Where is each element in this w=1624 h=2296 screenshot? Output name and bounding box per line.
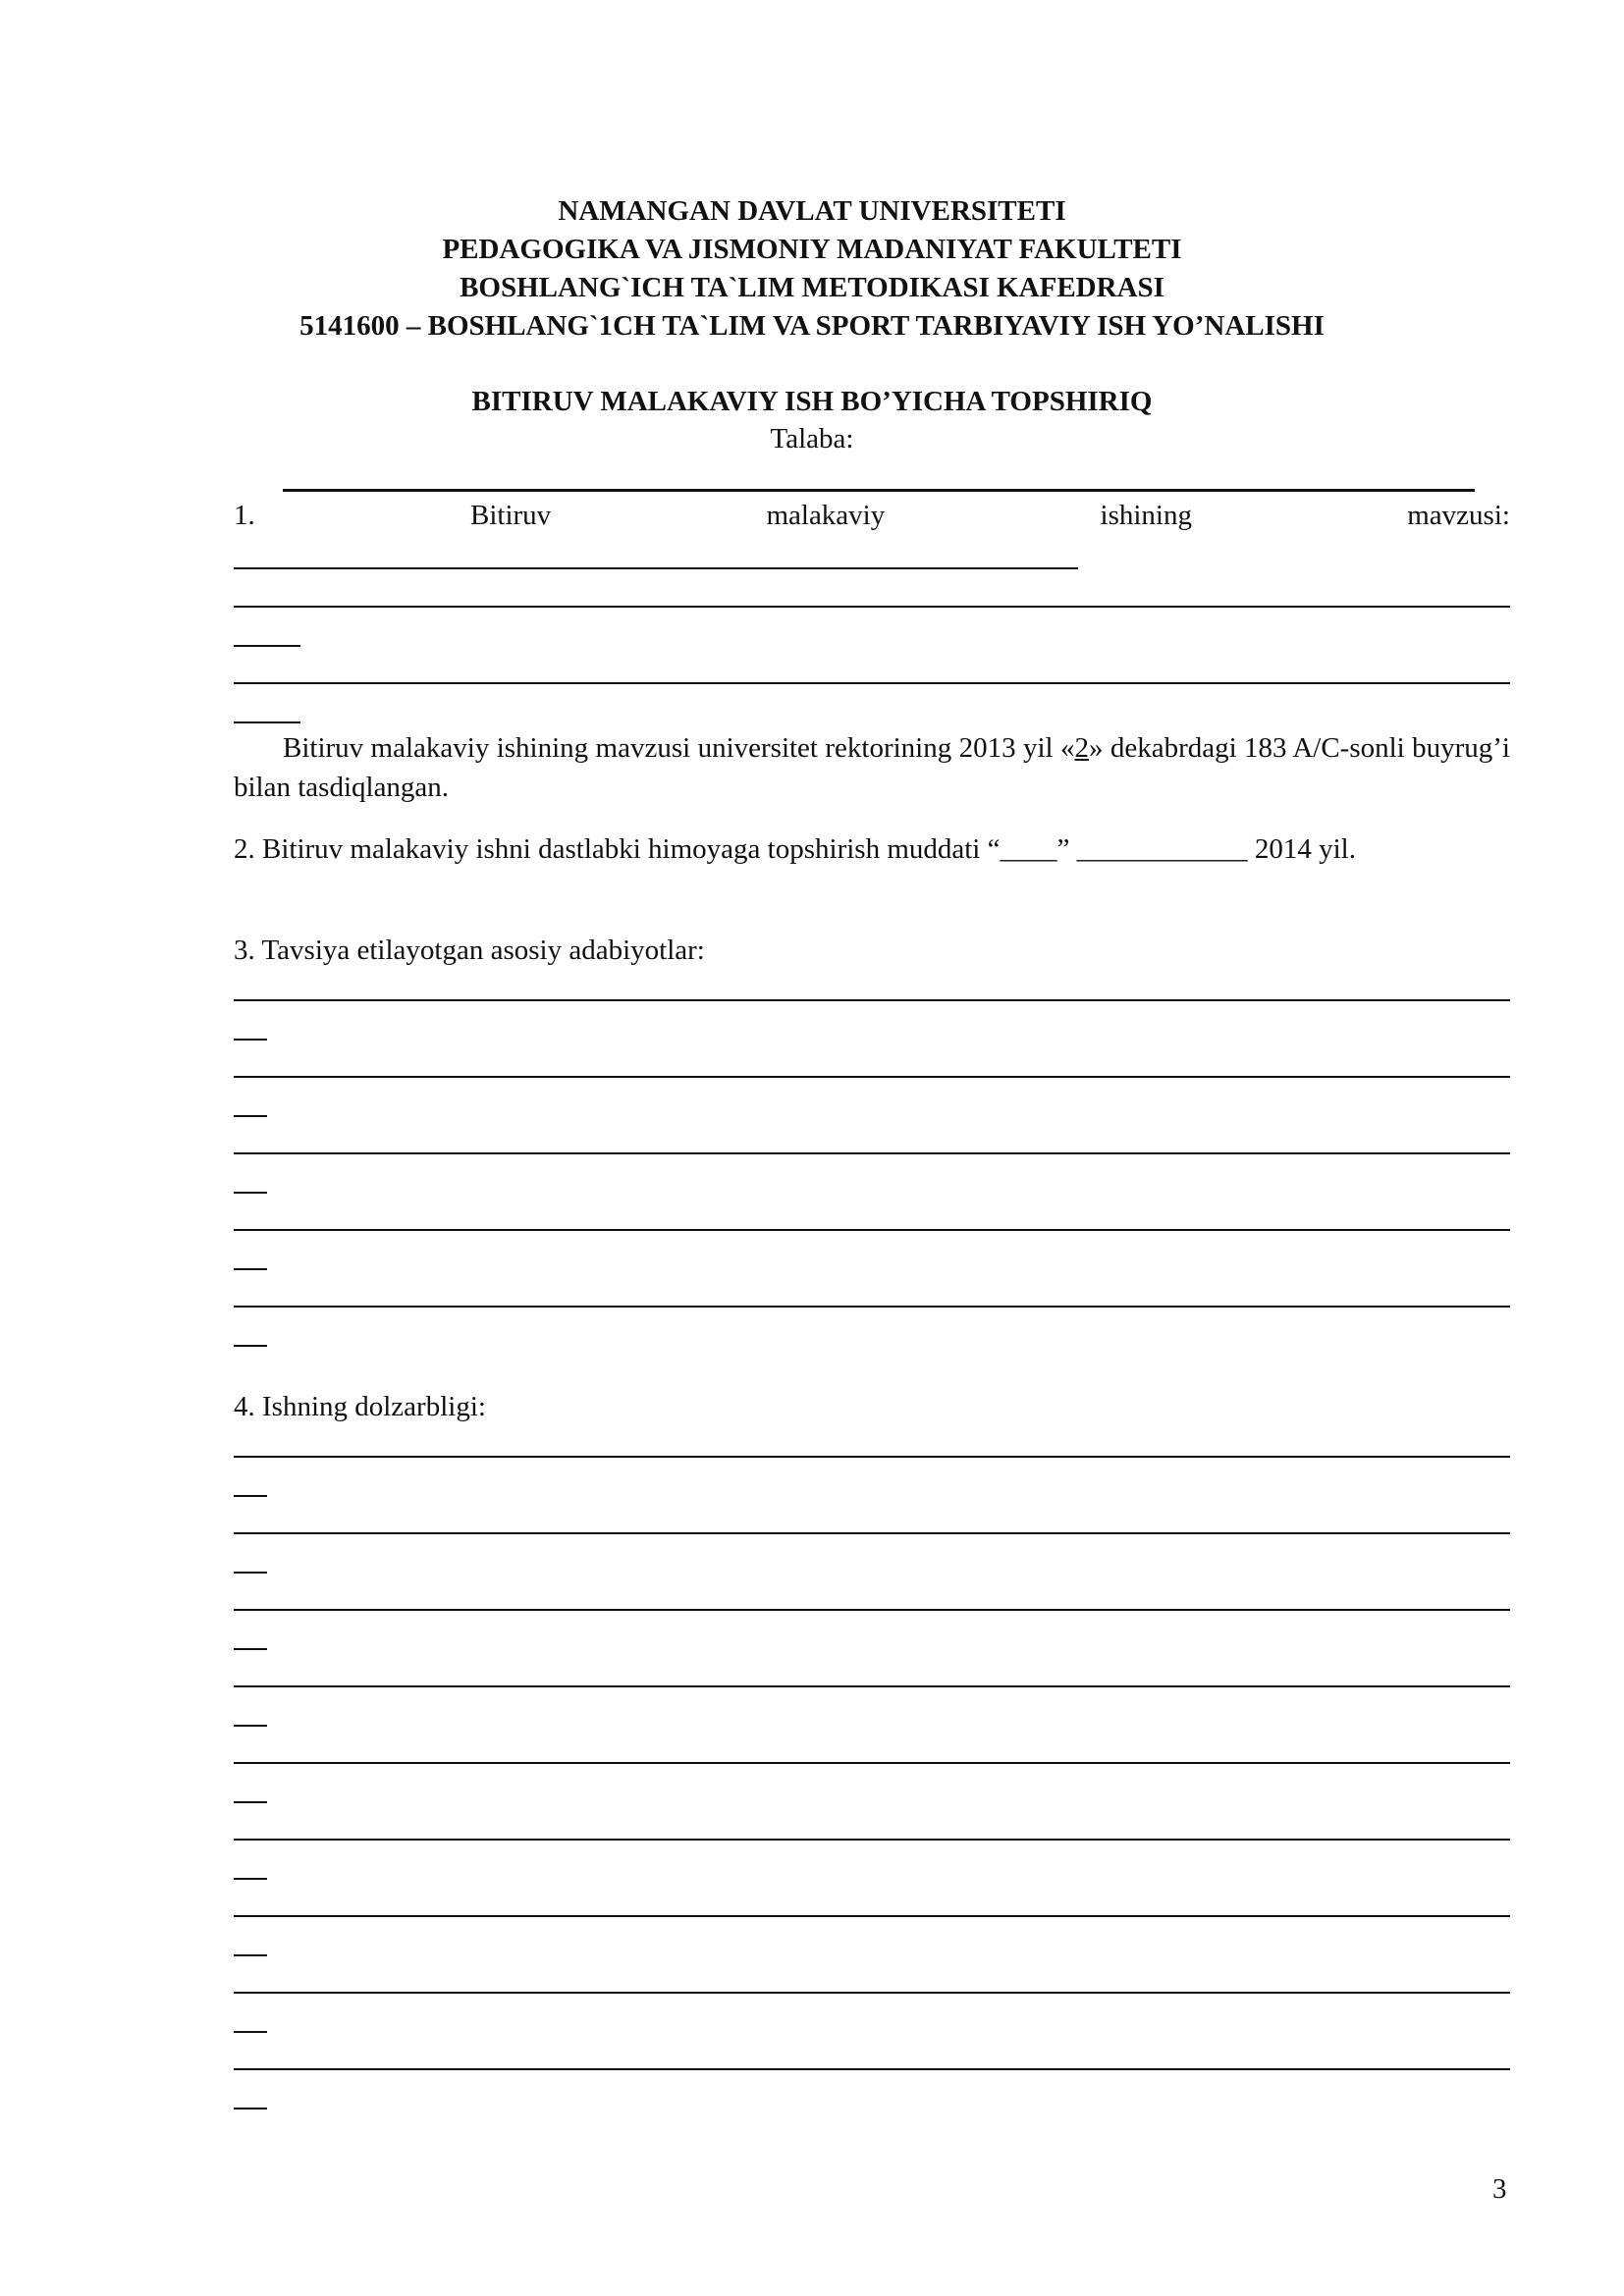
relevance-fill-line-end <box>234 1572 267 1574</box>
literature-fill-line-end <box>234 1268 267 1270</box>
section1-number: 1. <box>234 500 255 531</box>
page-number: 3 <box>1492 2173 1507 2205</box>
department-name: BOSHLANG`ICH TA`LIM METODIKASI KAFEDRASI <box>460 272 1164 303</box>
topic-fill-line-end <box>234 721 300 723</box>
literature-fill-line-end <box>234 1115 267 1117</box>
relevance-fill-line-end <box>234 1648 267 1650</box>
approval-day: 2 <box>1074 732 1089 764</box>
topic-fill-line <box>234 567 1078 569</box>
section3-label: 3. Tavsiya etilayotgan asosiy adabiyotlar: <box>234 934 705 966</box>
approval-paragraph <box>234 728 1510 807</box>
relevance-fill-line-end <box>234 1878 267 1880</box>
literature-fill-line <box>234 1076 1510 1078</box>
approval-text: » dekabrdagi 183 A/C-sonli buyrug’i bilan tasdiqlangan. <box>234 732 1510 803</box>
student-name-line <box>283 489 1475 492</box>
literature-fill-line <box>234 1152 1510 1154</box>
approval-text: Bitiruv malakaviy ishining mavzusi universitet rektorining 2013 yil « <box>283 732 1075 764</box>
section1-heading <box>234 496 1510 535</box>
literature-fill-line-end <box>234 1192 267 1194</box>
relevance-fill-line <box>234 1532 1510 1534</box>
relevance-fill-line <box>234 2068 1510 2070</box>
relevance-fill-line-end <box>234 2031 267 2033</box>
relevance-fill-line <box>234 1992 1510 1994</box>
relevance-fill-line-end <box>234 1495 267 1497</box>
faculty-name: PEDAGOGIKA VA JISMONIY MADANIYAT FAKULTETI <box>442 234 1182 265</box>
section1-word: malakaviy <box>766 500 886 531</box>
literature-fill-line <box>234 999 1510 1001</box>
specialty-name: 5141600 – BOSHLANG`1CH TA`LIM VA SPORT TARBIYAVIY ISH YO’NALISHI <box>299 310 1325 342</box>
student-label: Talaba: <box>770 423 854 454</box>
relevance-fill-line <box>234 1456 1510 1458</box>
university-name: NAMANGAN DAVLAT UNIVERSITETI <box>558 195 1066 227</box>
relevance-fill-line <box>234 1609 1510 1611</box>
relevance-fill-line-end <box>234 1954 267 1956</box>
relevance-fill-line-end <box>234 1801 267 1803</box>
section1-word: mavzusi: <box>1407 500 1510 531</box>
relevance-fill-line-end <box>234 1725 267 1727</box>
section2-paragraph: 2. Bitiruv malakaviy ishni dastlabki himoyaga topshirish muddati “____” ____________ 2014 yil. <box>234 833 1356 865</box>
topic-fill-line <box>234 682 1510 684</box>
document-header <box>0 192 1624 346</box>
relevance-fill-line <box>234 1915 1510 1917</box>
literature-fill-line <box>234 1306 1510 1308</box>
relevance-fill-line <box>234 1762 1510 1764</box>
literature-fill-line <box>234 1229 1510 1231</box>
relevance-fill-line <box>234 1839 1510 1841</box>
relevance-fill-line-end <box>234 2108 267 2109</box>
document-title: BITIRUV MALAKAVIY ISH BO’YICHA TOPSHIRIQ <box>471 386 1153 417</box>
section1-word: ishining <box>1100 500 1192 531</box>
section4-label: 4. Ishning dolzarbligi: <box>234 1391 486 1422</box>
section1-word: Bitiruv <box>470 500 552 531</box>
literature-fill-line-end <box>234 1039 267 1041</box>
literature-fill-line-end <box>234 1345 267 1347</box>
relevance-fill-line <box>234 1685 1510 1687</box>
topic-fill-line <box>234 606 1510 608</box>
topic-fill-line-end <box>234 645 300 647</box>
